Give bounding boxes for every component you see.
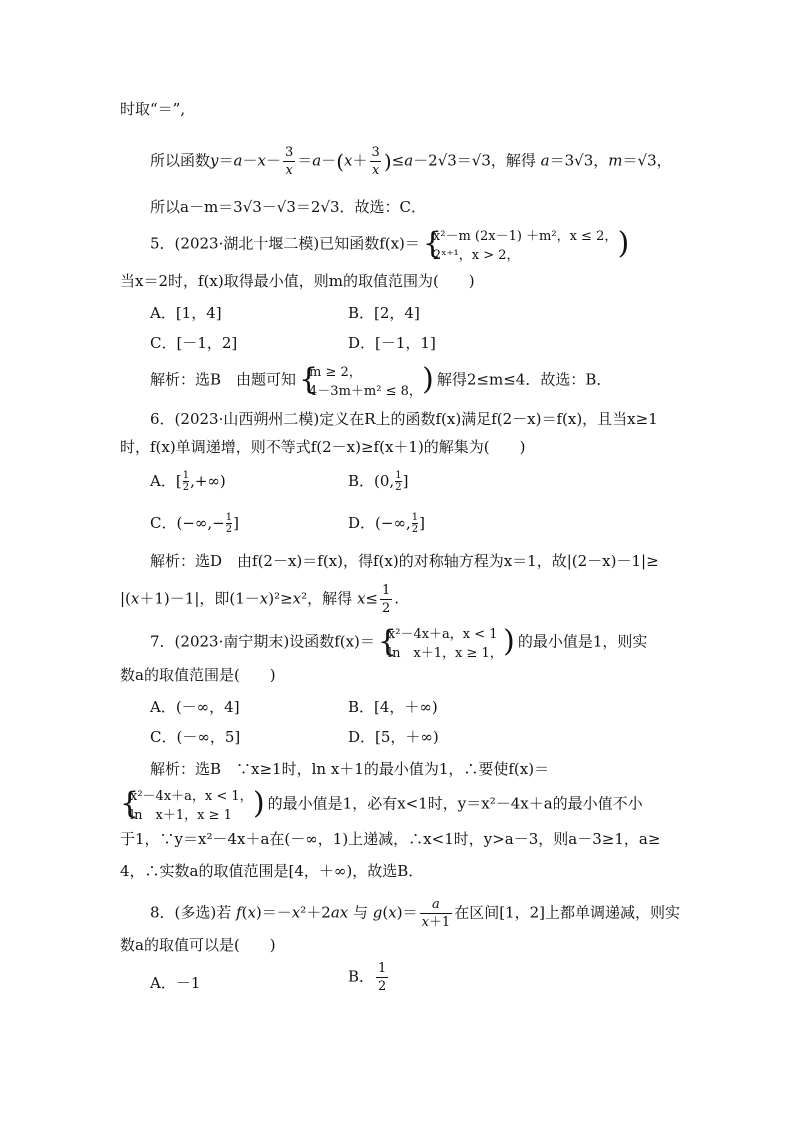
fraction: $\frac{1}{2}$	[381, 583, 391, 616]
piecewise-function: { x²－m (2x－1) ＋m²，x ≤ 2， 2ˣ⁺¹，x > 2， )	[422, 226, 630, 263]
text-line: 4，∴实数a的取值范围是[4，＋∞)，故选B．	[120, 862, 424, 880]
piecewise-case: x²－4x＋a，x < 1，	[130, 789, 253, 804]
text-line: 时取“＝”,	[120, 100, 186, 118]
option-a: A．[ $\frac{1}{2}$ ,+∞)	[150, 470, 226, 493]
fraction: $\frac{3}{x}$	[284, 145, 294, 178]
option-d: D．(−∞, $\frac{1}{2}$ ]	[348, 512, 425, 535]
q5-intro: 5．(2023·湖北十堰二模)已知函数f(x)＝	[150, 234, 420, 253]
text-line: |(x＋1)－1|，即(1－x)²≥x²，解得 x≤ $\frac{1}{2}$ .	[120, 583, 400, 616]
solution-text: 解析：选B 由题可知	[150, 370, 297, 389]
text-line: 当x＝2时，f(x)取得最小值，则m的取值范围为( )	[120, 272, 475, 290]
option-d: D．[5，＋∞)	[348, 728, 439, 746]
text-line: 所以函数y＝a－x－ $\frac{3}{x}$ ＝a－(x＋ $\frac{3}{x}$ )≤a－2√3＝√3，解得 a＝3√3，m＝√3，	[150, 145, 672, 178]
question-7-solution: 解析：选B ∵x≥1时，ln x＋1的最小值为1，∴要使f(x)＝	[150, 760, 550, 778]
option-a: A．－1	[150, 974, 201, 992]
question-6-stem: 6．(2023·山西朔州二模)定义在R上的函数f(x)满足f(2－x)＝f(x)，且当x≥1	[150, 410, 658, 428]
option-b: B． $\frac{1}{2}$	[348, 961, 387, 994]
question-5-stem	[150, 224, 710, 265]
piecewise-case: x²－4x＋a，x < 1	[387, 627, 498, 642]
text-line: 数a的取值范围是( )	[120, 666, 276, 684]
option-a: A．(－∞，4]	[150, 698, 240, 716]
option-a: A．[1，4]	[150, 304, 222, 322]
piecewise-case: ln x＋1，x ≥ 1	[130, 808, 232, 823]
system-row: m ≥ 2，	[309, 365, 362, 380]
q7-intro: 7．(2023·南宁期末)设函数f(x)＝	[150, 632, 375, 651]
text-line: 数a的取值可以是( )	[120, 936, 276, 954]
option-c: C．(−∞,− $\frac{1}{2}$ ]	[150, 512, 239, 535]
piecewise-case: ln x＋1，x ≥ 1，	[387, 646, 503, 661]
text-line: 于1，∵y＝x²－4x＋a在(－∞，1)上递减，∴x<1时，y>a－3，则a－3≥1，a≥	[120, 830, 661, 848]
text-line: 所以a－m＝3√3－√3＝2√3．故选：C．	[150, 198, 427, 216]
piecewise-function: { x²－4x＋a，x < 1 ln x＋1，x ≥ 1， )	[377, 624, 515, 661]
text-line	[120, 784, 680, 825]
piecewise-case: 2ˣ⁺¹，x > 2，	[432, 248, 520, 263]
option-c: C．[－1，2]	[150, 334, 238, 352]
q7-tail: 的最小值是1，则实	[517, 632, 648, 651]
question-5-solution	[150, 360, 710, 401]
fraction: $\frac{a}{x+1}$	[421, 897, 451, 930]
solution-text: 的最小值是1，必有x<1时，y＝x²－4x＋a的最小值不小	[267, 794, 643, 813]
option-b: B．[4，＋∞)	[348, 698, 438, 716]
solution-text: 解得2≤m≤4．故选：B．	[436, 370, 612, 389]
fraction: $\frac{1}{2}$	[378, 961, 387, 994]
inequality-system: { m ≥ 2， 4－3m＋m² ≤ 8， )	[299, 362, 434, 399]
option-b: B．(0, $\frac{1}{2}$ ]	[348, 470, 409, 493]
question-6-solution: 解析：选D 由f(2－x)＝f(x)，得f(x)的对称轴方程为x＝1，故|(2－x)－1|≥	[150, 552, 659, 570]
text-line: 时，f(x)单调递增，则不等式f(2－x)≥f(x＋1)的解集为( )	[120, 438, 526, 456]
option-b: B．[2，4]	[348, 304, 420, 322]
piecewise-function: { x²－4x＋a，x < 1， ln x＋1，x ≥ 1 )	[120, 786, 265, 823]
piecewise-case: x²－m (2x－1) ＋m²，x ≤ 2，	[432, 229, 618, 244]
question-8-stem: 8．(多选)若 f(x)＝－x²＋2ax 与 g(x)＝ $\frac{a}{x+1}$ 在区间[1，2]上都单调递减，则实	[150, 897, 680, 930]
option-c: C．(－∞，5]	[150, 728, 241, 746]
system-row: 4－3m＋m² ≤ 8，	[309, 384, 422, 399]
fraction: $\frac{3}{x}$	[371, 145, 380, 178]
option-d: D．[－1，1]	[348, 334, 436, 352]
question-7-stem	[150, 622, 710, 663]
